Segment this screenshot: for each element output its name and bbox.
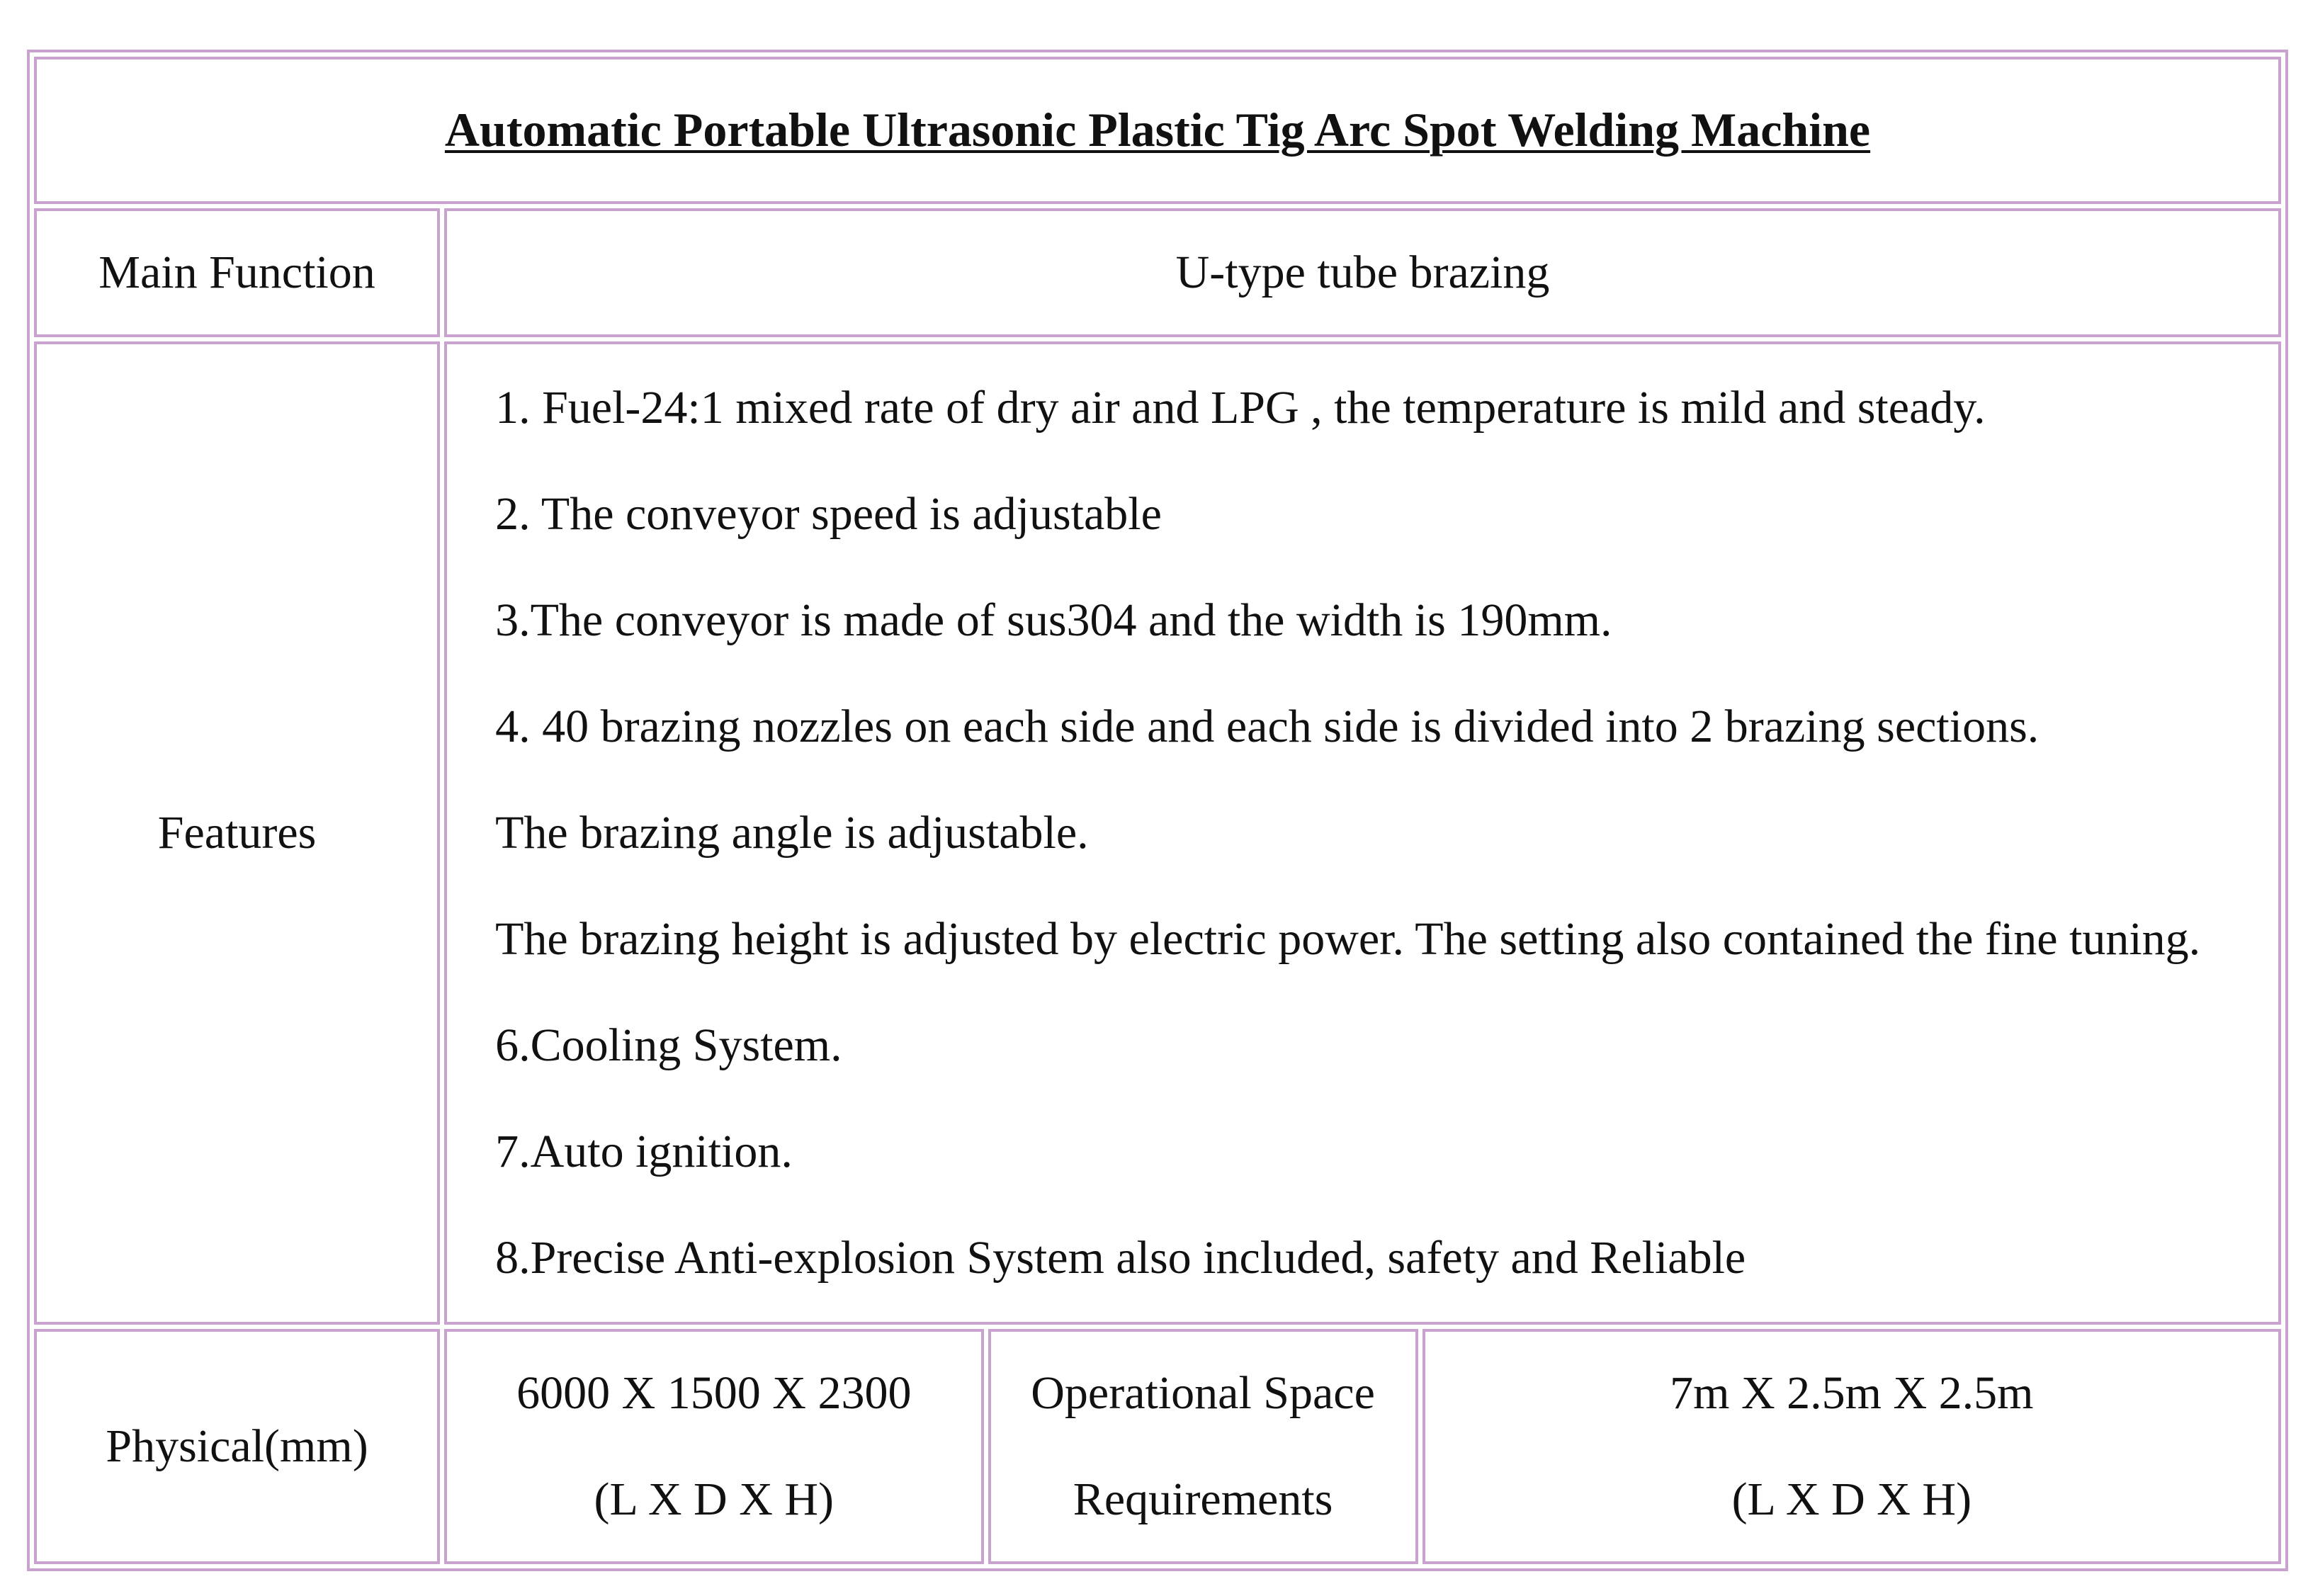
operational-space-label-line2: Requirements <box>1073 1473 1333 1525</box>
main-function-value: U-type tube brazing <box>444 208 2281 337</box>
page-title: Automatic Portable Ultrasonic Plastic Tig Arc Spot Welding Machine <box>444 103 1871 157</box>
feature-item: 6.Cooling System. <box>495 1019 842 1071</box>
spec-table <box>27 50 2288 1571</box>
physical-dimensions-cell <box>444 1329 983 1564</box>
feature-item: 8.Precise Anti-explosion System also included, safety and Reliable <box>495 1232 1746 1284</box>
operational-space-unit: (L X D X H) <box>1731 1473 1972 1525</box>
features-list <box>444 341 2281 1325</box>
features-label: Features <box>34 341 440 1325</box>
feature-item: 3.The conveyor is made of sus304 and the width is 190mm. <box>495 594 1612 646</box>
feature-item: 4. 40 brazing nozzles on each side and each side is divided into 2 brazing sections. <box>495 701 2040 752</box>
operational-space-value-cell <box>1422 1329 2281 1564</box>
features-row <box>34 341 2281 1325</box>
main-function-row <box>34 208 2281 337</box>
physical-dimensions: 6000 X 1500 X 2300 <box>516 1367 912 1419</box>
operational-space-label-cell <box>988 1329 1418 1564</box>
main-function-label: Main Function <box>34 208 440 337</box>
feature-item: 7.Auto ignition. <box>495 1126 793 1177</box>
physical-label: Physical(mm) <box>34 1329 440 1564</box>
operational-space-label-line1: Operational Space <box>1031 1367 1375 1419</box>
physical-dimensions-unit: (L X D X H) <box>594 1473 835 1525</box>
feature-item: The brazing angle is adjustable. <box>495 807 1089 859</box>
title-row <box>34 57 2281 204</box>
feature-item: 2. The conveyor speed is adjustable <box>495 488 1162 540</box>
feature-item: The brazing height is adjusted by electric power. The setting also contained the fine tuning. <box>495 913 2201 965</box>
feature-item: 1. Fuel-24:1 mixed rate of dry air and LPG , the temperature is mild and steady. <box>495 382 1986 434</box>
physical-row <box>34 1329 2281 1564</box>
title-cell <box>34 57 2281 204</box>
operational-space-value: 7m X 2.5m X 2.5m <box>1670 1367 2034 1419</box>
